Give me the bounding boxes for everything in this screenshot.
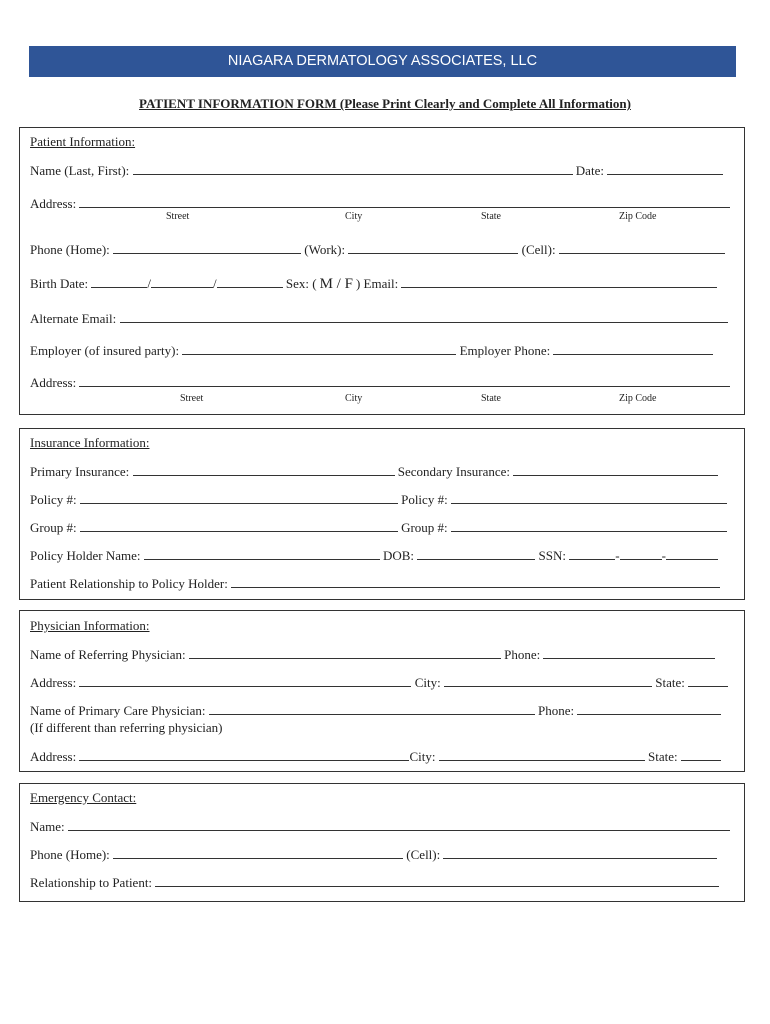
address-label: Address:: [30, 196, 77, 211]
alternate-email-label: Alternate Email:: [30, 311, 117, 326]
work-label: (Work):: [304, 242, 346, 257]
emergency-cell-label: (Cell):: [406, 847, 441, 862]
employer-phone-field[interactable]: [553, 342, 713, 355]
phone-home-label: Phone (Home):: [30, 242, 110, 257]
street-caption: Street: [166, 211, 190, 222]
referring-city-label: City:: [414, 675, 441, 690]
primary-care-phone-label: Phone:: [537, 703, 575, 718]
form-title: PATIENT INFORMATION FORM (Please Print Clearly and Complete All Information): [139, 96, 631, 111]
city-caption-2: City: [345, 393, 363, 404]
referring-address-field[interactable]: [79, 674, 411, 687]
alternate-email-field[interactable]: [120, 310, 728, 323]
emergency-phone-home-label: Phone (Home):: [30, 847, 110, 862]
secondary-insurance-field[interactable]: [513, 463, 718, 476]
sex-options[interactable]: M / F: [319, 276, 353, 292]
primary-care-phone-field[interactable]: [577, 702, 721, 715]
birth-day-field[interactable]: [151, 275, 213, 288]
primary-insurance-label: Primary Insurance:: [30, 464, 130, 479]
group-label-2: Group #:: [401, 520, 448, 535]
slash: /: [213, 276, 217, 291]
employer-address-field[interactable]: [79, 374, 730, 387]
insurance-information-section: [19, 428, 745, 600]
primary-policy-field[interactable]: [80, 491, 398, 504]
employer-address-label: Address:: [30, 375, 77, 390]
referring-city-field[interactable]: [444, 674, 652, 687]
ssn-part1-field[interactable]: [569, 547, 615, 560]
patient-section-title: Patient Information:: [30, 134, 136, 149]
dash: -: [615, 548, 620, 563]
primary-care-state-label: State:: [647, 749, 678, 764]
dob-field[interactable]: [417, 547, 535, 560]
policy-holder-field[interactable]: [144, 547, 380, 560]
primary-group-field[interactable]: [80, 519, 398, 532]
name-label: Name (Last, First):: [30, 163, 130, 178]
patient-information-section: [19, 127, 745, 415]
city-caption: City: [345, 211, 363, 222]
birth-month-field[interactable]: [91, 275, 147, 288]
primary-care-state-field[interactable]: [681, 748, 721, 761]
state-caption-2: State: [481, 393, 501, 404]
referring-state-field[interactable]: [688, 674, 728, 687]
primary-care-city-field[interactable]: [439, 748, 645, 761]
cell-label: (Cell):: [521, 242, 556, 257]
slash: /: [147, 276, 152, 291]
secondary-insurance-label: Secondary Insurance:: [397, 464, 511, 479]
birth-date-label: Birth Date:: [30, 276, 89, 291]
address-field[interactable]: [79, 195, 730, 208]
street-caption-2: Street: [180, 393, 204, 404]
physician-information-section: [19, 610, 745, 772]
primary-care-label: Name of Primary Care Physician:: [30, 703, 206, 718]
email-field[interactable]: [401, 275, 717, 288]
organization-banner: NIAGARA DERMATOLOGY ASSOCIATES, LLC: [29, 46, 736, 77]
phone-cell-field[interactable]: [559, 241, 725, 254]
referring-address-label: Address:: [30, 675, 77, 690]
policy-label-2: Policy #:: [401, 492, 448, 507]
date-label: Date:: [575, 163, 604, 178]
primary-care-city-label: City:: [409, 749, 436, 764]
phone-home-field[interactable]: [113, 241, 301, 254]
relationship-field[interactable]: [231, 575, 720, 588]
dash: -: [661, 548, 666, 563]
group-label: Group #:: [30, 520, 77, 535]
primary-care-address-label: Address:: [30, 749, 77, 764]
policy-label: Policy #:: [30, 492, 77, 507]
secondary-group-field[interactable]: [451, 519, 727, 532]
zip-caption-2: Zip Code: [619, 393, 657, 404]
emergency-name-field[interactable]: [68, 818, 730, 831]
policy-holder-label: Policy Holder Name:: [30, 548, 141, 563]
referring-physician-label: Name of Referring Physician:: [30, 647, 186, 662]
relationship-label: Patient Relationship to Policy Holder:: [30, 576, 228, 591]
name-field[interactable]: [133, 162, 573, 175]
ssn-part2-field[interactable]: [620, 547, 662, 560]
emergency-relationship-label: Relationship to Patient:: [30, 875, 153, 890]
referring-phone-field[interactable]: [543, 646, 715, 659]
sex-close: ): [355, 276, 361, 291]
employer-label: Employer (of insured party):: [30, 343, 180, 358]
sex-label: Sex: (: [285, 276, 317, 291]
primary-insurance-field[interactable]: [133, 463, 395, 476]
referring-phone-label: Phone:: [504, 647, 541, 662]
primary-care-address-field[interactable]: [79, 748, 409, 761]
employer-phone-label: Employer Phone:: [459, 343, 551, 358]
referring-physician-field[interactable]: [189, 646, 501, 659]
insurance-section-title: Insurance Information:: [30, 435, 150, 450]
date-field[interactable]: [607, 162, 723, 175]
emergency-cell-field[interactable]: [443, 846, 717, 859]
phone-work-field[interactable]: [348, 241, 518, 254]
emergency-name-label: Name:: [30, 819, 65, 834]
ssn-label: SSN:: [538, 548, 567, 563]
ssn-part3-field[interactable]: [666, 547, 718, 560]
employer-field[interactable]: [182, 342, 456, 355]
emergency-relationship-field[interactable]: [155, 874, 719, 887]
zip-caption: Zip Code: [619, 211, 657, 222]
secondary-policy-field[interactable]: [451, 491, 727, 504]
referring-state-label: State:: [655, 675, 685, 690]
physician-section-title: Physician Information:: [30, 618, 150, 633]
state-caption: State: [481, 211, 501, 222]
email-label: Email:: [363, 276, 399, 291]
primary-care-field[interactable]: [209, 702, 535, 715]
if-different-note: (If different than referring physician): [30, 720, 223, 735]
emergency-contact-section: [19, 783, 745, 902]
birth-year-field[interactable]: [217, 275, 283, 288]
emergency-section-title: Emergency Contact:: [30, 790, 137, 805]
emergency-phone-home-field[interactable]: [113, 846, 403, 859]
dob-label: DOB:: [382, 548, 415, 563]
